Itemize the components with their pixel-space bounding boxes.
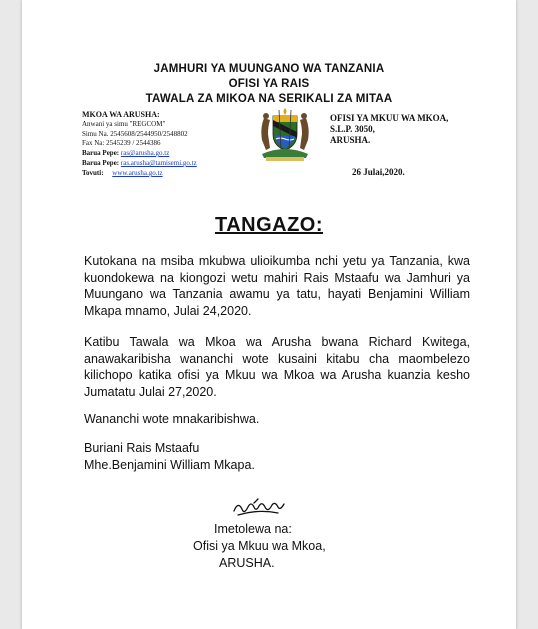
issued-line-2: Ofisi ya Mkuu wa Mkoa, — [193, 539, 326, 553]
header-line-2: OFISI YA RAIS — [228, 78, 310, 90]
coat-of-arms-icon — [254, 106, 316, 162]
paragraph-2: Katibu Tawala wa Mkoa wa Arusha bwana Richard Kwitega, anawakaribisha wananchi wote kusaini kitabu cha maombelezo kilichopo katika ofisi ya Mkuu wa Mkoa wa Arusha kuanzia kesho Jumatatu Julai 27,2020. — [84, 335, 470, 399]
city: ARUSHA. — [330, 135, 371, 145]
phone-numbers: Simu Na. 2545608/2544950/2548802 — [82, 130, 188, 138]
email-link-2[interactable]: ras.arusha@tamisemi.go.tz — [120, 159, 197, 167]
document-date: 26 Julai,2020. — [352, 167, 405, 177]
email-line-2: Barua Pepe: ras.arusha@tamisemi.go.tz — [82, 159, 197, 167]
email-line-1: Barua Pepe: ras@arusha.go.tz — [82, 149, 170, 157]
telegram-address: Anwani ya simu "REGCOM" — [82, 120, 166, 128]
office-name: OFISI YA MKUU WA MKOA, — [330, 113, 449, 123]
paragraph-1: Kutokana na msiba mkubwa ulioikumba nchi yetu ya Tanzania, kwa kuondokewa na kiongozi wetu mahiri Rais Mstaafu wa Jamhuri ya Muungano wa Tanzania awamu ya tatu, hayati Benjamini William Mkapa mnamo, Julai 24,2020. — [84, 254, 470, 318]
issued-line-3: ARUSHA. — [219, 556, 275, 570]
farewell-line-2: Mhe.Benjamini William Mkapa. — [84, 458, 255, 472]
email-link-1[interactable]: ras@arusha.go.tz — [120, 149, 170, 157]
header-line-3: TAWALA ZA MIKOA NA SERIKALI ZA MITAA — [145, 93, 393, 105]
website-link[interactable]: www.arusha.go.tz — [112, 169, 163, 177]
header-line-1: JAMHURI YA MUUNGANO WA TANZANIA — [153, 63, 385, 75]
notice-title: TANGAZO: — [214, 214, 324, 236]
signature-icon — [230, 497, 300, 521]
issued-line-1: Imetolewa na: — [214, 522, 292, 536]
farewell-line-1: Buriani Rais Mstaafu — [84, 441, 200, 455]
po-box: S.L.P. 3050, — [330, 124, 375, 134]
region-label: MKOA WA ARUSHA: — [82, 110, 160, 119]
website-line: Tovuti: www.arusha.go.tz — [82, 169, 163, 177]
fax-numbers: Fax Na: 2545239 / 2544386 — [82, 139, 161, 147]
paragraph-3: Wananchi wote mnakaribishwa. — [84, 412, 260, 426]
